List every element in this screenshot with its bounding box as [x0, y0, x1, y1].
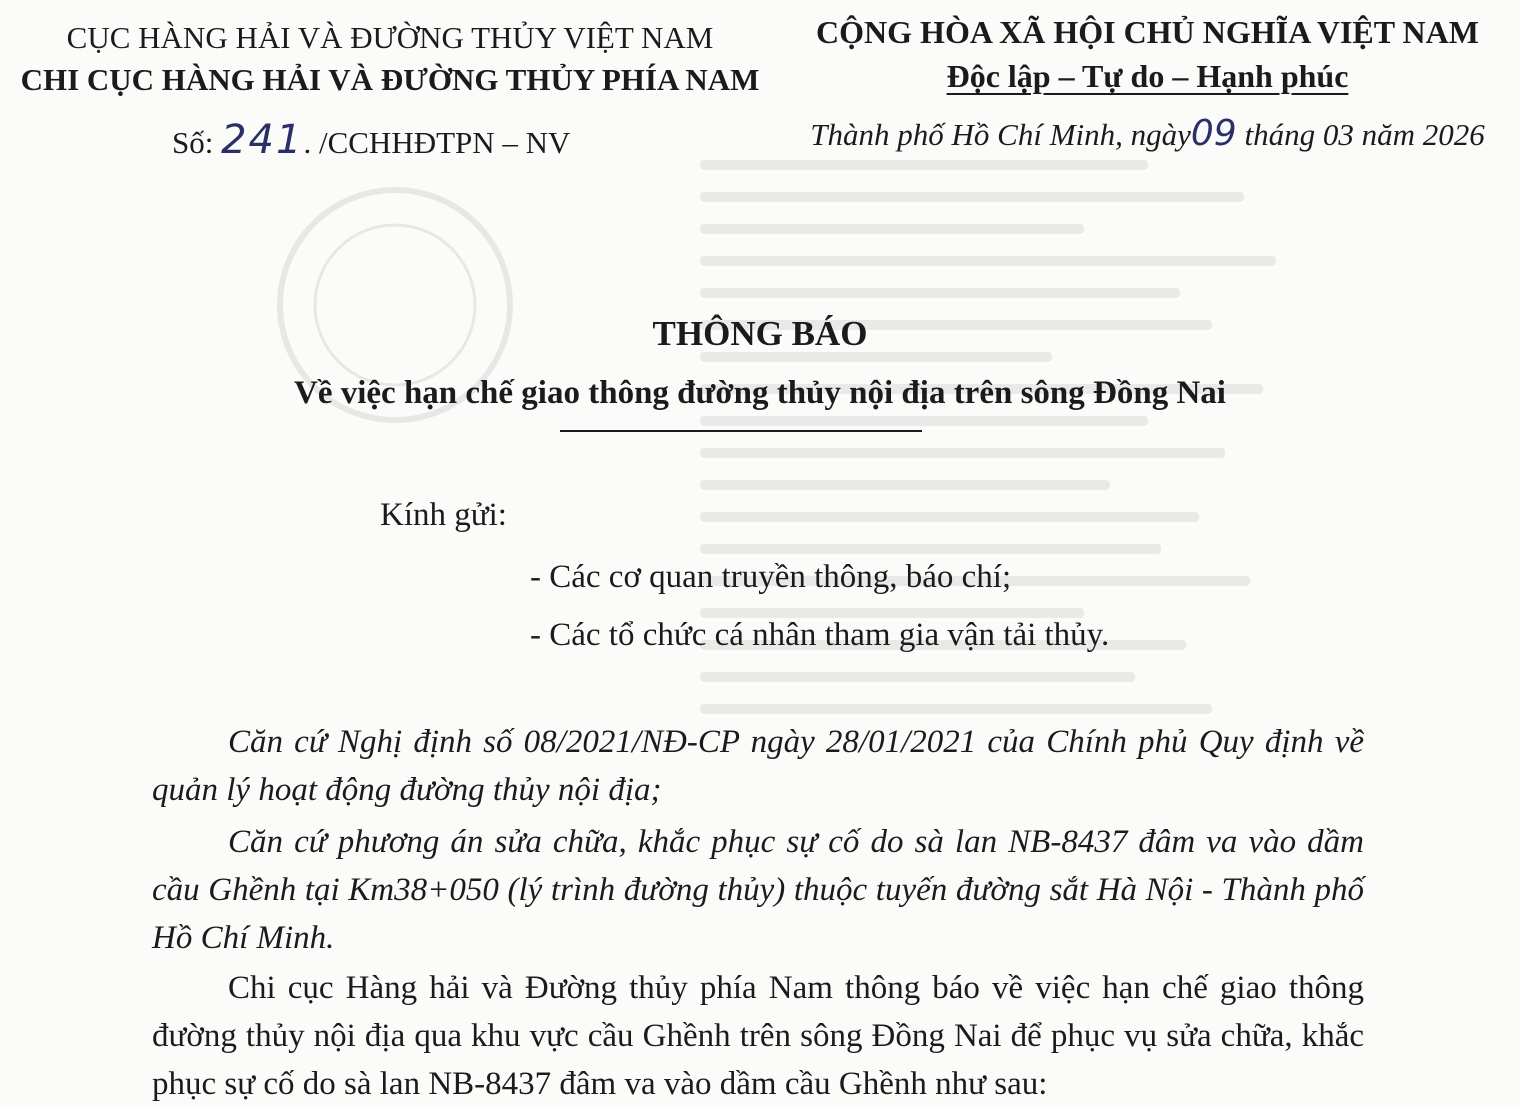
country-name: CỘNG HÒA XÃ HỘI CHỦ NGHĨA VIỆT NAM [816, 14, 1479, 50]
recipient-item: - Các cơ quan truyền thông, báo chí; [530, 559, 1012, 595]
date-line [780, 112, 1515, 157]
date-prefix: Thành phố Hồ Chí Minh, ngày [810, 117, 1191, 152]
issuing-agency-block [20, 18, 760, 102]
handwritten-number: 241 [221, 117, 304, 163]
recipient-item: - Các tổ chức cá nhân tham gia vận tải thủy. [530, 617, 1110, 653]
title-underline [560, 430, 922, 432]
legal-basis-paragraph: Căn cứ Nghị định số 08/2021/NĐ-CP ngày 28/01/2021 của Chính phủ Quy định về quản lý hoạt động đường thủy nội địa; [152, 724, 1364, 808]
greeting: Kính gửi: [380, 497, 507, 533]
document-subject: Về việc hạn chế giao thông đường thủy nội địa trên sông Đồng Nai [294, 375, 1226, 411]
document-title: THÔNG BÁO [652, 314, 868, 353]
document-number-prefix: Số: [172, 125, 222, 160]
national-motto: Độc lập – Tự do – Hạnh phúc [946, 58, 1349, 94]
handwritten-day: 09 [1190, 113, 1237, 154]
recipient-list [530, 548, 1109, 664]
document-number-suffix: . /CCHHĐTPN – NV [303, 125, 571, 160]
legal-basis-paragraph: Căn cứ phương án sửa chữa, khắc phục sự cố do sà lan NB-8437 đâm va vào dầm cầu Ghềnh tại Km38+050 (lý trình đường thủy) thuộc tuyến đường sắt Hà Nội - Thành phố Hồ Chí Minh. [152, 824, 1364, 956]
issuing-agency: CHI CỤC HÀNG HẢI VÀ ĐƯỜNG THỦY PHÍA NAM [20, 62, 760, 97]
national-header-block [780, 12, 1515, 100]
document-number [172, 118, 570, 165]
notice-body-paragraph: Chi cục Hàng hải và Đường thủy phía Nam thông báo về việc hạn chế giao thông đường thủy nội địa qua khu vực cầu Ghềnh trên sông Đồng Nai để phục vụ sửa chữa, khắc phục sự cố do sà lan NB-8437 đâm va vào dầm cầu Ghềnh như sau: [152, 970, 1364, 1102]
date-suffix: tháng 03 năm 2026 [1236, 117, 1485, 152]
parent-agency: CỤC HÀNG HẢI VÀ ĐƯỜNG THỦY VIỆT NAM [66, 20, 714, 55]
